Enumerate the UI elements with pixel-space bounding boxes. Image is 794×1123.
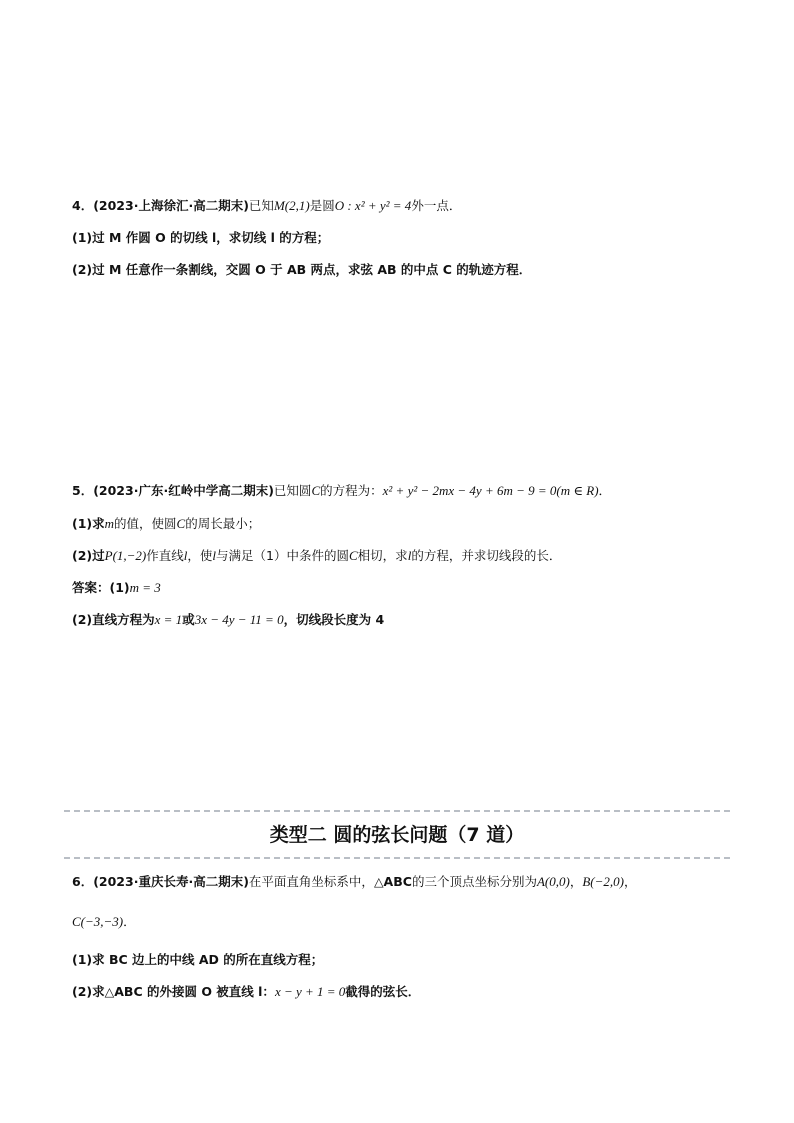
separator: ． <box>123 914 136 929</box>
question-label: (2)过 <box>72 548 105 563</box>
section-title: 类型二 圆的弦长问题（7 道） <box>269 824 525 846</box>
line-l: l <box>212 548 217 563</box>
problem-4-question-1: (1)过 M 作圆 O 的切线 l，求切线 l 的方程； <box>72 230 330 245</box>
question-text: 的方程，并求切线段的长． <box>411 548 562 563</box>
separator: ， <box>569 874 583 889</box>
question-text: 截得的弦长． <box>345 984 421 999</box>
problem-5-circle-name: C <box>311 483 321 498</box>
answer-text: 或 <box>182 612 195 627</box>
problem-5-question-2 <box>72 548 561 564</box>
point-a: A(0,0) <box>536 874 570 889</box>
problem-5-text: ． <box>598 483 612 498</box>
answer-text: ，切线段长度为 4 <box>283 612 385 627</box>
question-text: 相切，求 <box>357 548 408 563</box>
line-equation: x − y + 1 = 0 <box>274 984 346 999</box>
variable-m: m <box>104 516 115 531</box>
problem-6-header <box>72 874 636 890</box>
problem-5-source: (2023·广东·红岭中学高二期末) <box>93 483 274 498</box>
circle-name: C <box>176 516 186 531</box>
problem-4-text: 外一点． <box>411 198 462 213</box>
problem-4-circle-equation: O : x² + y² = 4 <box>334 198 412 213</box>
problem-5-answer-2 <box>72 612 384 628</box>
line-l: l <box>183 548 188 563</box>
problem-4-source: (2023·上海徐汇·高二期末) <box>93 198 249 213</box>
problem-6-triangle: △ABC <box>373 874 412 889</box>
answer-equation: 3x − 4y − 11 = 0 <box>194 612 284 627</box>
problem-5-number: 5． <box>72 483 94 498</box>
answer-label: 答案： <box>72 580 110 595</box>
separator: ， <box>623 874 637 889</box>
problem-6-source: (2023·重庆长寿·高二期末) <box>93 874 249 889</box>
problem-6-number: 6． <box>72 874 94 889</box>
problem-5-answer-1 <box>72 580 161 596</box>
question-text: 与满足（1）中条件的圆 <box>216 548 349 563</box>
problem-5-header <box>72 483 611 499</box>
problem-4-text: 是圆 <box>309 198 335 213</box>
problem-5-text: 的方程为： <box>320 483 383 498</box>
problem-4-point: M(2,1) <box>273 198 310 213</box>
problem-5-text: 已知圆 <box>273 483 312 498</box>
point-b: B(−2,0) <box>582 874 624 889</box>
question-text: 的值，使圆 <box>114 516 177 531</box>
question-text: ，使 <box>187 548 213 563</box>
problem-4-text: 已知 <box>248 198 274 213</box>
question-label: (1)求 <box>72 516 105 531</box>
problem-4-question-2: (2)过 M 任意作一条割线，交圆 O 于 AB 两点，求弦 AB 的中点 C 的轨迹方程． <box>72 262 532 277</box>
problem-6-header-cont <box>72 914 136 930</box>
problem-5-equation: x² + y² − 2mx − 4y + 6m − 9 = 0(m ∈ R) <box>382 483 599 498</box>
line-l: l <box>407 548 412 563</box>
answer-part-label: (1) <box>109 580 130 595</box>
question-text: 的周长最小； <box>185 516 261 531</box>
answer-equation: x = 1 <box>154 612 183 627</box>
section-bottom-rule <box>64 857 730 859</box>
point-p: P(1,−2) <box>104 548 147 563</box>
section-top-rule <box>64 810 730 812</box>
question-text: (2)求△ABC 的外接圆 O 被直线 l： <box>72 984 275 999</box>
problem-5-question-1 <box>72 516 260 532</box>
problem-6-question-1: (1)求 BC 边上的中线 AD 的所在直线方程； <box>72 952 324 967</box>
circle-name: C <box>349 548 358 563</box>
problem-4-number: 4． <box>72 198 94 213</box>
answer-text: (2)直线方程为 <box>72 612 155 627</box>
problem-6-text: 在平面直角坐标系中， <box>248 874 374 889</box>
problem-6-question-2 <box>72 984 420 1000</box>
point-c: C(−3,−3) <box>72 914 124 929</box>
problem-4-header <box>72 198 461 214</box>
answer-value: m = 3 <box>129 580 161 595</box>
problem-6-text: 的三个顶点坐标分别为 <box>411 874 537 889</box>
question-text: 作直线 <box>146 548 184 563</box>
